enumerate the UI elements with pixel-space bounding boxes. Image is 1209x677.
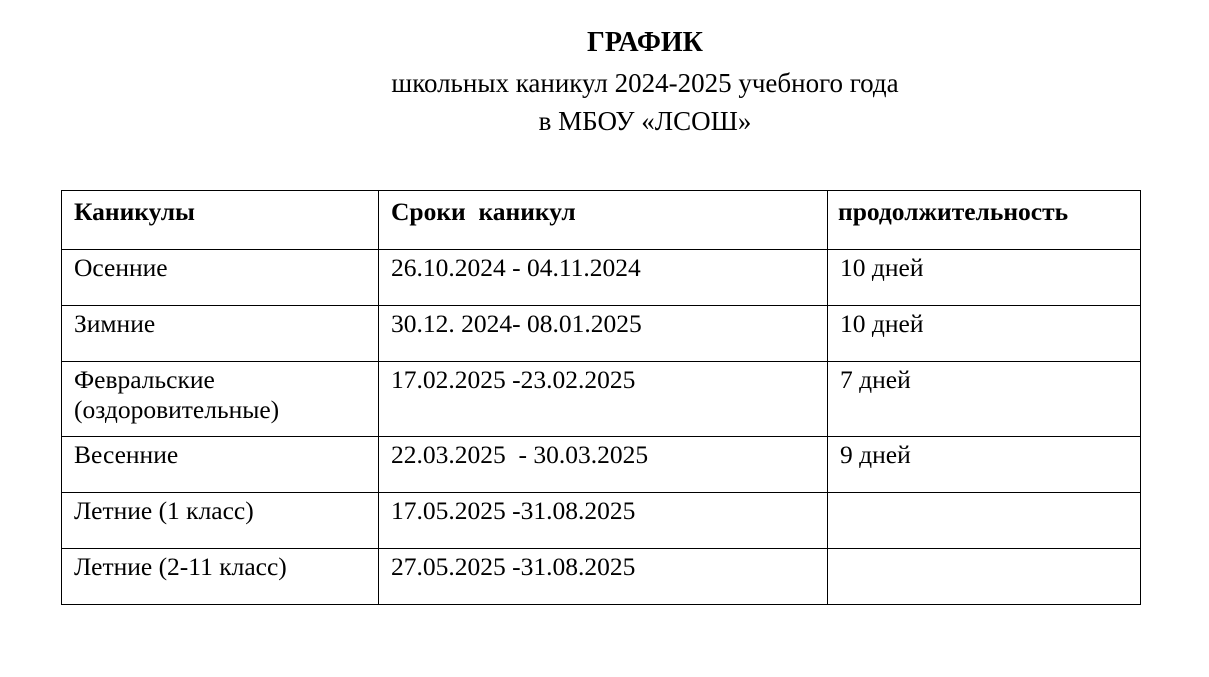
vacation-duration-cell <box>828 493 1141 549</box>
column-header-vacation: Каникулы <box>62 191 379 250</box>
vacation-name-cell: Осенние <box>62 250 379 306</box>
table-row <box>62 493 1141 549</box>
vacation-name-cell: Зимние <box>62 306 379 362</box>
vacation-dates-cell: 27.05.2025 -31.08.2025 <box>379 549 828 605</box>
table-row <box>62 437 1141 493</box>
vacation-dates-cell: 17.05.2025 -31.08.2025 <box>379 493 828 549</box>
vacation-dates-cell: 17.02.2025 -23.02.2025 <box>379 362 828 437</box>
document-header <box>340 22 950 140</box>
table-row <box>62 362 1141 437</box>
vacation-duration-cell <box>828 549 1141 605</box>
vacation-name-cell: Летние (2-11 класс) <box>62 549 379 605</box>
document-title: ГРАФИК <box>587 27 703 58</box>
vacation-schedule-table <box>61 190 1141 605</box>
vacation-dates-cell: 22.03.2025 - 30.03.2025 <box>379 437 828 493</box>
vacation-name-cell: Летние (1 класс) <box>62 493 379 549</box>
column-header-dates: Сроки каникул <box>379 191 828 250</box>
table-row <box>62 306 1141 362</box>
vacation-duration-cell: 9 дней <box>828 437 1141 493</box>
vacation-duration-cell: 10 дней <box>828 306 1141 362</box>
vacation-duration-cell: 10 дней <box>828 250 1141 306</box>
vacation-name-cell: Весенние <box>62 437 379 493</box>
table-row <box>62 549 1141 605</box>
vacation-dates-cell: 26.10.2024 - 04.11.2024 <box>379 250 828 306</box>
table-header-row <box>62 191 1141 250</box>
document-subtitle-line-1: школьных каникул 2024-2025 учебного года <box>391 68 899 98</box>
vacation-name-cell: Февральские (оздоровительные) <box>62 362 379 437</box>
document-subtitle-line-2: в МБОУ «ЛСОШ» <box>538 106 752 136</box>
vacation-dates-cell: 30.12. 2024- 08.01.2025 <box>379 306 828 362</box>
vacation-duration-cell: 7 дней <box>828 362 1141 437</box>
column-header-duration: продолжительность <box>828 191 1141 250</box>
table-row <box>62 250 1141 306</box>
